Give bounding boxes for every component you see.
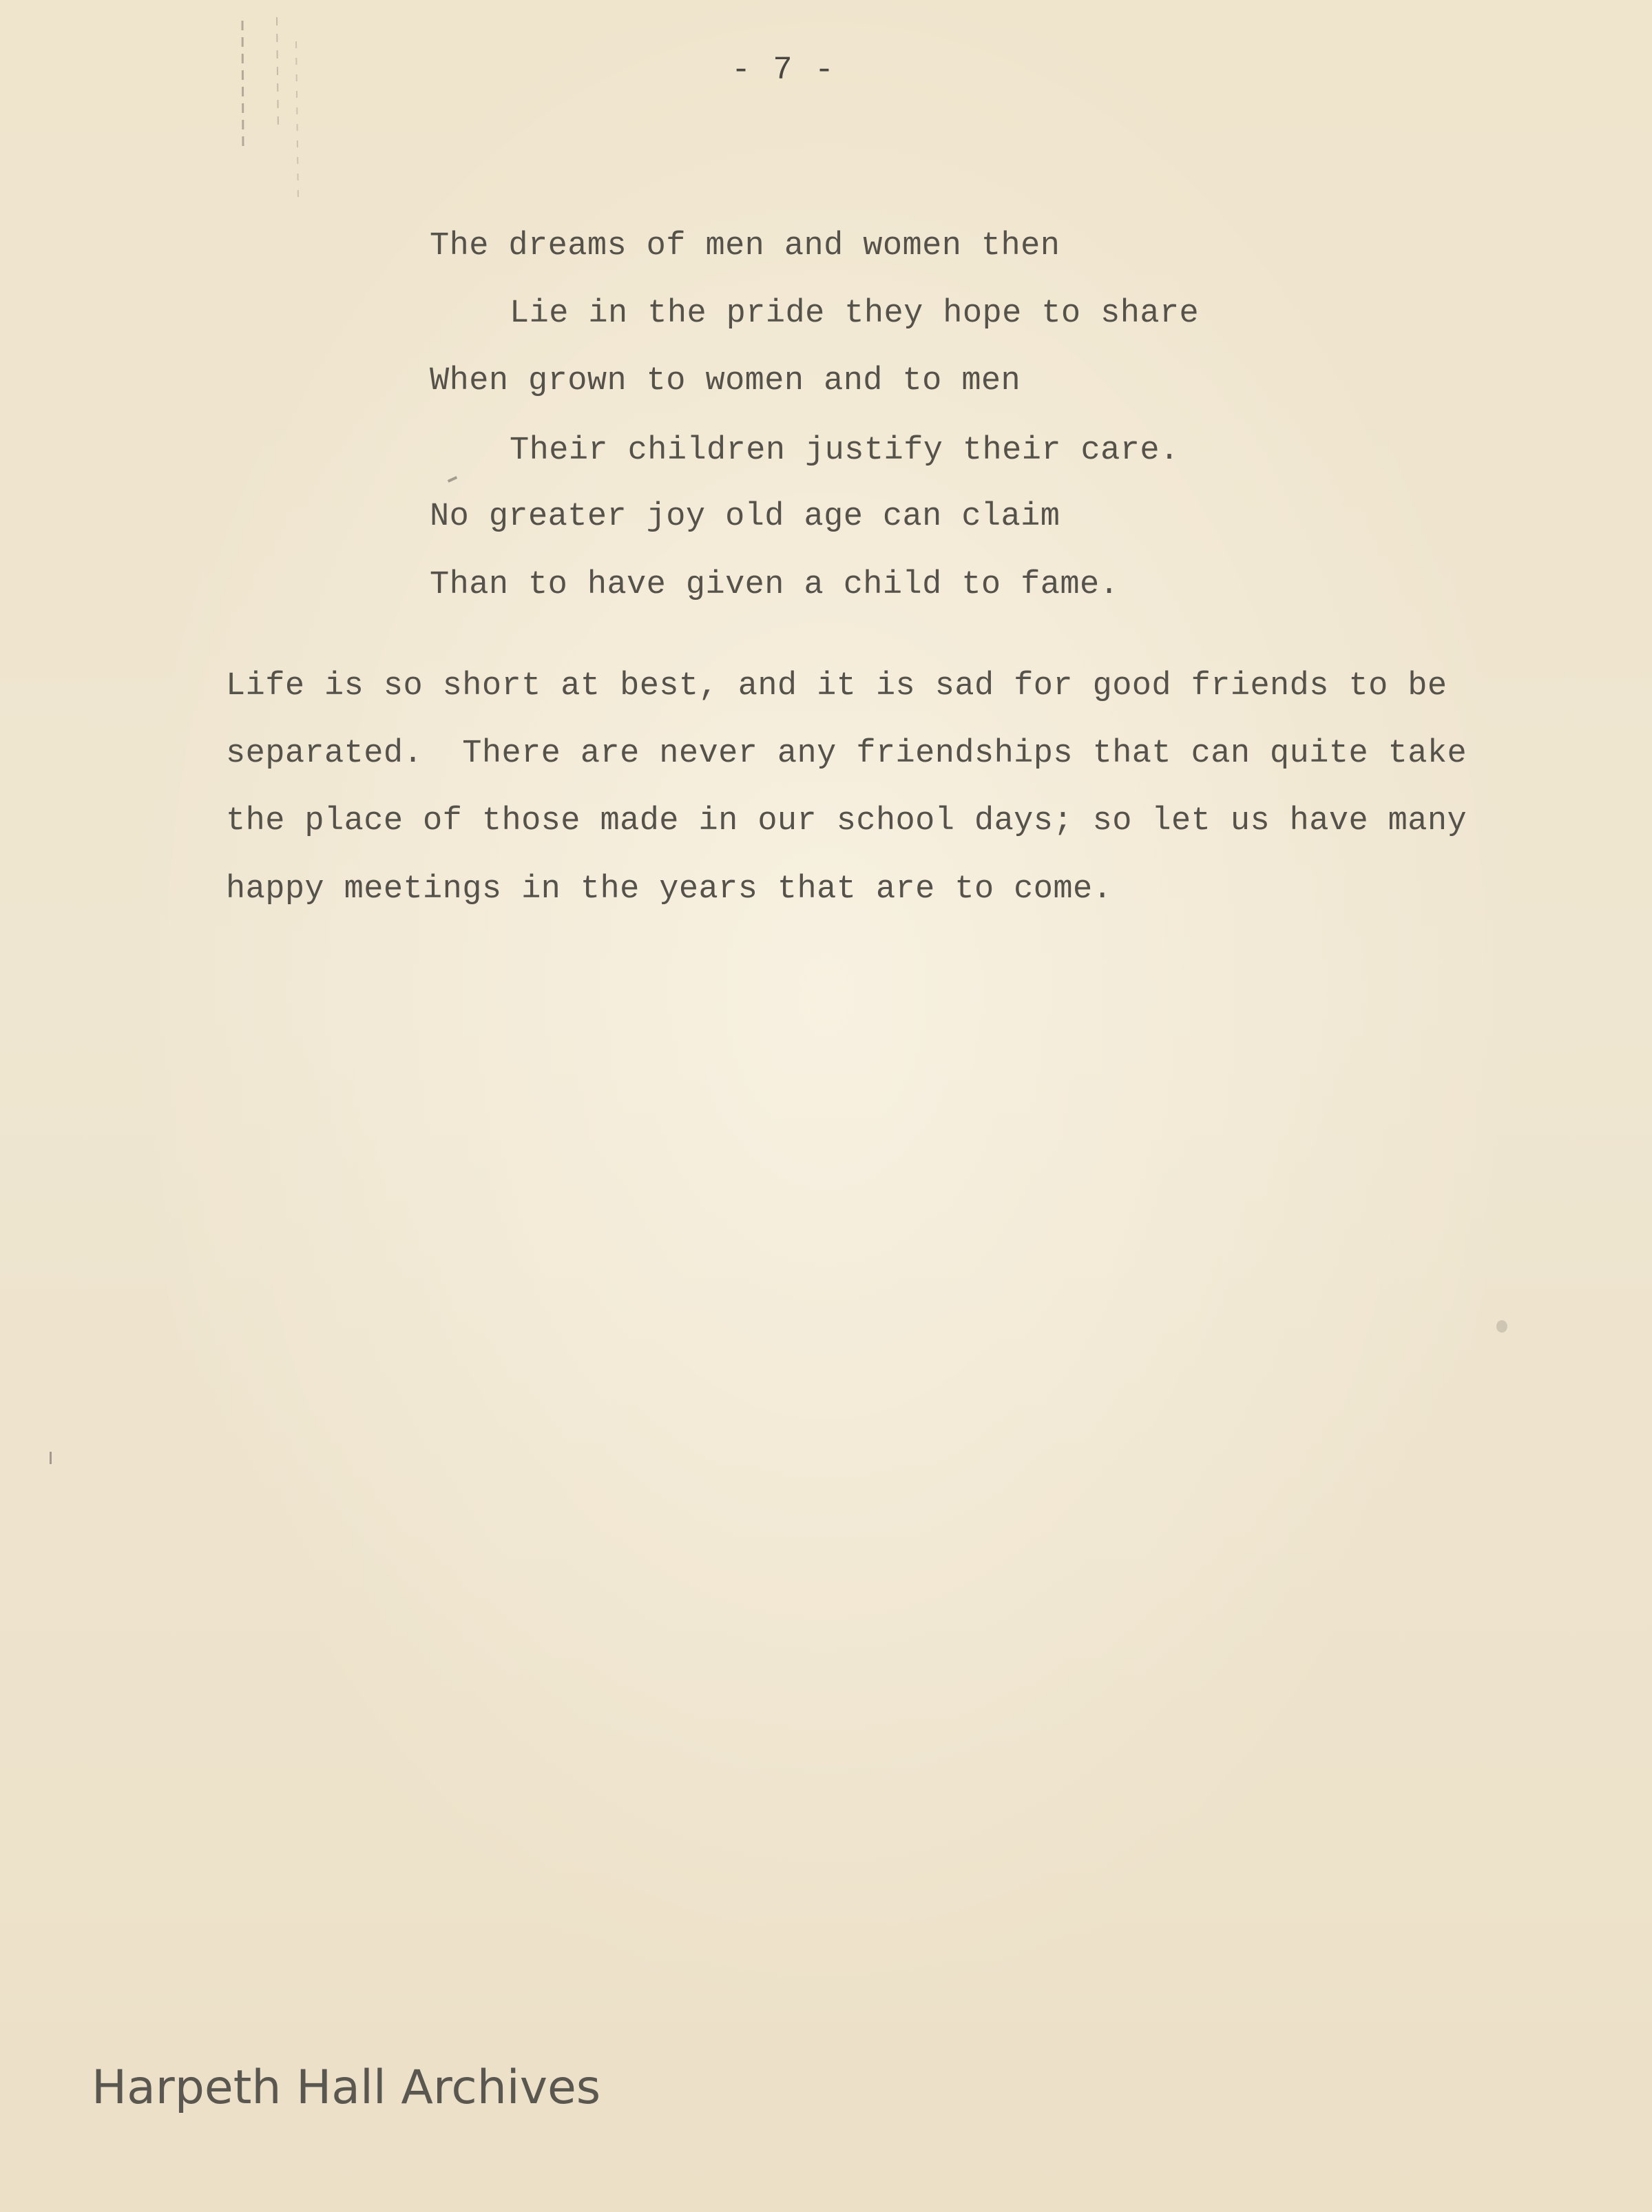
poem-line: When grown to women and to men xyxy=(430,363,1021,399)
poem-line: Lie in the pride they hope to share xyxy=(510,295,1200,332)
margin-pencil-marks xyxy=(241,14,324,220)
poem-line: Than to have given a child to fame. xyxy=(430,567,1120,603)
archive-watermark: Harpeth Hall Archives xyxy=(92,2060,601,2115)
page-number: - 7 - xyxy=(731,52,836,89)
poem-line: The dreams of men and women then xyxy=(430,228,1060,264)
poem-line: No greater joy old age can claim xyxy=(430,499,1060,535)
paragraph-line: Life is so short at best, and it is sad for good friends to be xyxy=(226,668,1447,705)
paper-spot xyxy=(1496,1320,1507,1333)
poem-line: Their children justify their care. xyxy=(510,432,1180,469)
paragraph-line: separated. There are never any friendships that can quite take xyxy=(226,735,1467,772)
paper-mark xyxy=(50,1452,52,1464)
stray-typewriter-mark xyxy=(448,476,457,483)
paragraph-line: happy meetings in the years that are to come. xyxy=(226,871,1113,908)
paragraph-line: the place of those made in our school days; so let us have many xyxy=(226,803,1467,839)
